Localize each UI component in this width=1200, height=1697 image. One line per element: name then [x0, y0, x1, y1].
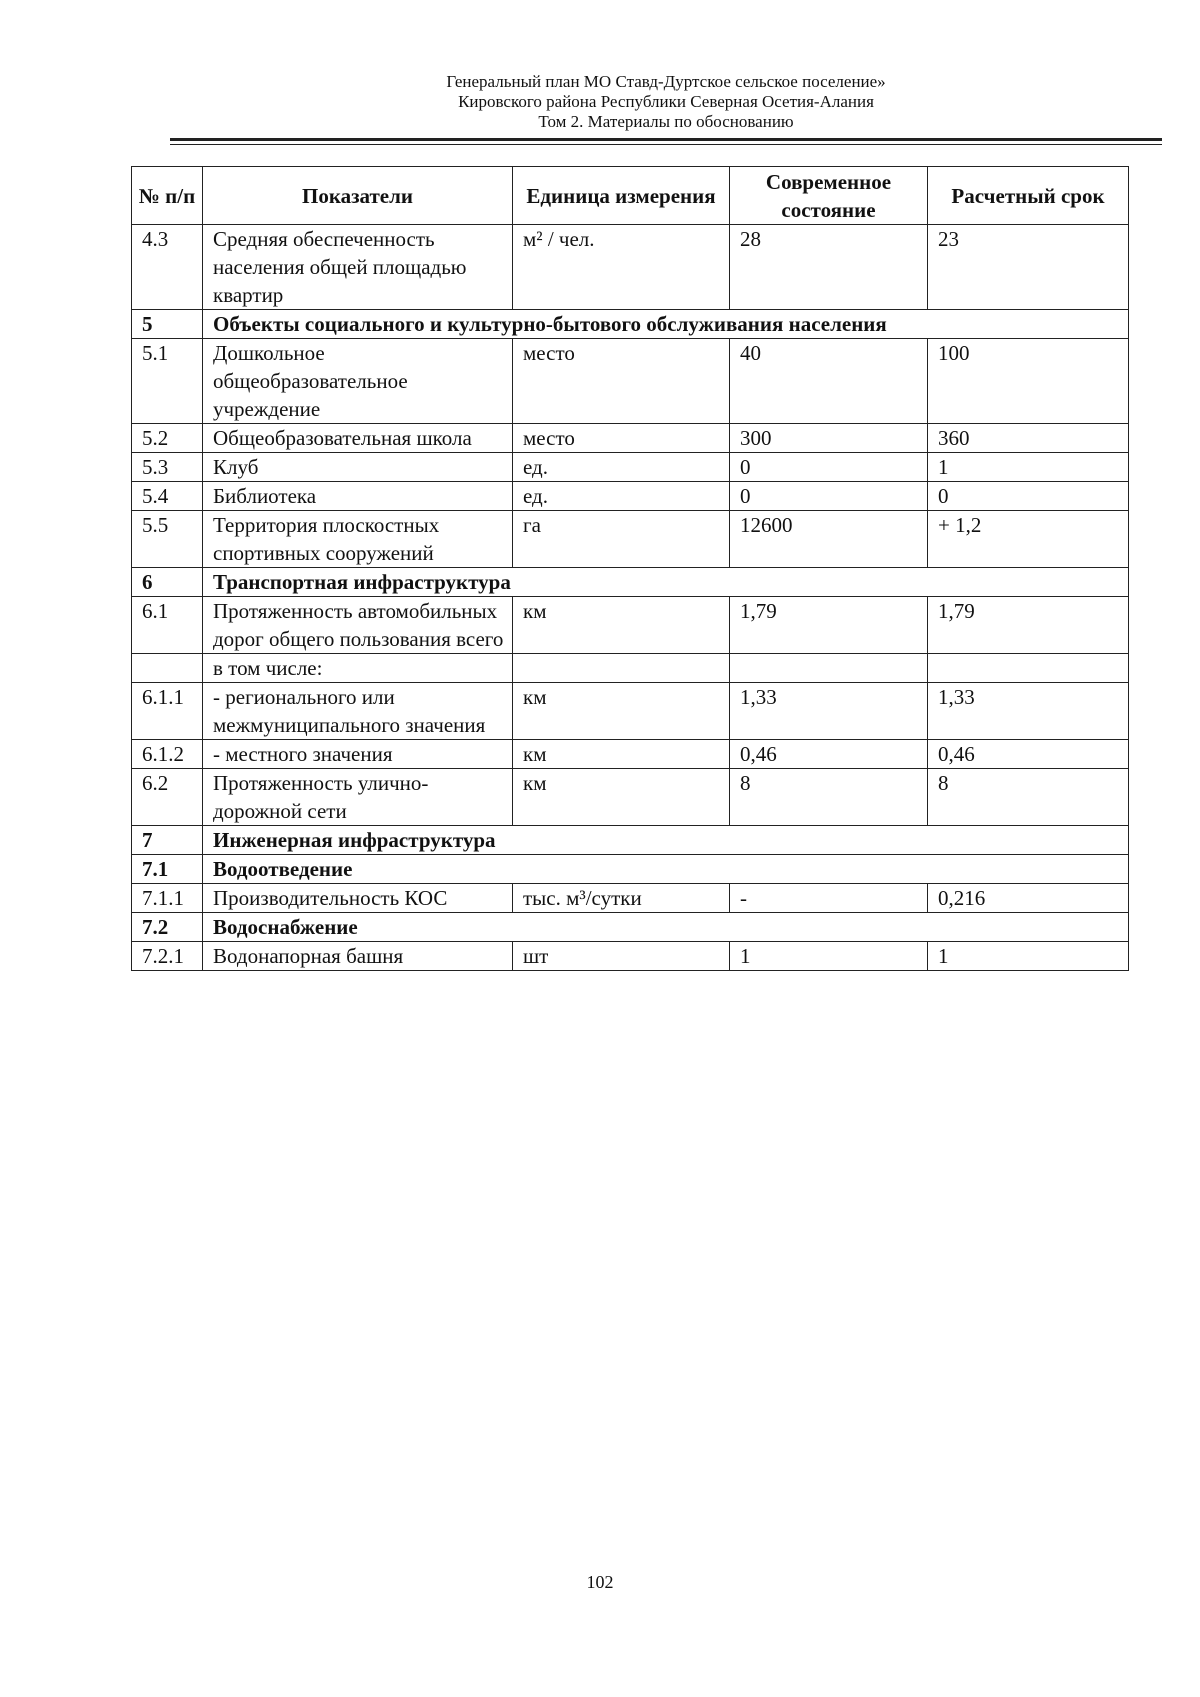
current-value-cell [730, 654, 928, 683]
target-value-cell: 1 [928, 453, 1129, 482]
indicator-cell: - местного значения [203, 740, 513, 769]
target-value-cell: 360 [928, 424, 1129, 453]
indicator-cell: Общеобразовательная школа [203, 424, 513, 453]
target-value-cell: 0 [928, 482, 1129, 511]
unit-cell: шт [513, 942, 730, 971]
current-value-cell: 300 [730, 424, 928, 453]
indicator-cell: в том числе: [203, 654, 513, 683]
indicators-table [131, 166, 1129, 971]
table-row [132, 654, 1129, 683]
table-row [132, 482, 1129, 511]
table-section-row [132, 913, 1129, 942]
col-header-unit: Единица измерения [513, 167, 730, 225]
table-section-row [132, 826, 1129, 855]
table-row [132, 769, 1129, 826]
section-number: 7.2 [132, 913, 203, 942]
unit-cell: ед. [513, 482, 730, 511]
unit-cell: м² / чел. [513, 225, 730, 310]
unit-cell: га [513, 511, 730, 568]
indicator-cell: Библиотека [203, 482, 513, 511]
header-line-3: Том 2. Материалы по обоснованию [538, 112, 794, 131]
table-row [132, 683, 1129, 740]
current-value-cell: 0,46 [730, 740, 928, 769]
table-row [132, 424, 1129, 453]
table-section-row [132, 568, 1129, 597]
table-header-row [132, 167, 1129, 225]
section-title: Водоснабжение [203, 913, 1129, 942]
target-value-cell: 1 [928, 942, 1129, 971]
row-number: 5.5 [132, 511, 203, 568]
target-value-cell: 8 [928, 769, 1129, 826]
indicator-cell: Водонапорная башня [203, 942, 513, 971]
indicator-cell: - регионального или межмуниципального значения [203, 683, 513, 740]
target-value-cell: + 1,2 [928, 511, 1129, 568]
unit-cell: ед. [513, 453, 730, 482]
target-value-cell: 0,46 [928, 740, 1129, 769]
unit-cell: км [513, 769, 730, 826]
indicator-cell: Дошкольное общеобразовательное учреждение [203, 339, 513, 424]
header-line-2: Кировского района Республики Северная Осетия-Алания [458, 92, 874, 111]
target-value-cell [928, 654, 1129, 683]
row-number: 5.2 [132, 424, 203, 453]
section-title: Водоотведение [203, 855, 1129, 884]
current-value-cell: 1 [730, 942, 928, 971]
row-number: 4.3 [132, 225, 203, 310]
section-title: Транспортная инфраструктура [203, 568, 1129, 597]
row-number: 6.1.2 [132, 740, 203, 769]
indicator-cell: Протяженность автомобильных дорог общего пользования всего [203, 597, 513, 654]
section-title: Инженерная инфраструктура [203, 826, 1129, 855]
row-number: 6.1 [132, 597, 203, 654]
header-line-1: Генеральный план МО Ставд-Дуртское сельское поселение» [446, 72, 886, 91]
indicator-cell: Производительность КОС [203, 884, 513, 913]
current-value-cell: 40 [730, 339, 928, 424]
table-row [132, 225, 1129, 310]
row-number [132, 654, 203, 683]
table-body [132, 225, 1129, 971]
row-number: 6.2 [132, 769, 203, 826]
indicator-cell: Клуб [203, 453, 513, 482]
target-value-cell: 0,216 [928, 884, 1129, 913]
table-section-row [132, 310, 1129, 339]
table-row [132, 453, 1129, 482]
unit-cell: км [513, 740, 730, 769]
header-rule-thick [170, 138, 1162, 141]
section-number: 7.1 [132, 855, 203, 884]
table-section-row [132, 855, 1129, 884]
section-number: 6 [132, 568, 203, 597]
current-value-cell: 28 [730, 225, 928, 310]
row-number: 5.4 [132, 482, 203, 511]
target-value-cell: 100 [928, 339, 1129, 424]
current-value-cell: 1,33 [730, 683, 928, 740]
current-value-cell: 0 [730, 482, 928, 511]
current-value-cell: 1,79 [730, 597, 928, 654]
row-number: 5.3 [132, 453, 203, 482]
unit-cell: км [513, 597, 730, 654]
section-number: 7 [132, 826, 203, 855]
target-value-cell: 1,33 [928, 683, 1129, 740]
row-number: 5.1 [132, 339, 203, 424]
unit-cell: место [513, 339, 730, 424]
row-number: 7.2.1 [132, 942, 203, 971]
table-row [132, 884, 1129, 913]
col-header-indicator: Показатели [203, 167, 513, 225]
document-header [170, 72, 1162, 132]
table-row [132, 339, 1129, 424]
table-row [132, 942, 1129, 971]
current-value-cell: - [730, 884, 928, 913]
section-title: Объекты социального и культурно-бытового обслуживания населения [203, 310, 1129, 339]
unit-cell: км [513, 683, 730, 740]
unit-cell: место [513, 424, 730, 453]
indicator-cell: Средняя обеспеченность населения общей площадью квартир [203, 225, 513, 310]
current-value-cell: 12600 [730, 511, 928, 568]
target-value-cell: 23 [928, 225, 1129, 310]
table-row [132, 511, 1129, 568]
header-rule-thin [170, 144, 1162, 145]
col-header-current: Современное состояние [730, 167, 928, 225]
indicator-cell: Территория плоскостных спортивных сооружений [203, 511, 513, 568]
table-row [132, 740, 1129, 769]
current-value-cell: 0 [730, 453, 928, 482]
table-row [132, 597, 1129, 654]
col-header-target: Расчетный срок [928, 167, 1129, 225]
target-value-cell: 1,79 [928, 597, 1129, 654]
unit-cell: тыс. м³/сутки [513, 884, 730, 913]
current-value-cell: 8 [730, 769, 928, 826]
row-number: 7.1.1 [132, 884, 203, 913]
col-header-num: № п/п [132, 167, 203, 225]
indicator-cell: Протяженность улично-дорожной сети [203, 769, 513, 826]
unit-cell [513, 654, 730, 683]
row-number: 6.1.1 [132, 683, 203, 740]
page-number: 102 [586, 1572, 614, 1592]
section-number: 5 [132, 310, 203, 339]
